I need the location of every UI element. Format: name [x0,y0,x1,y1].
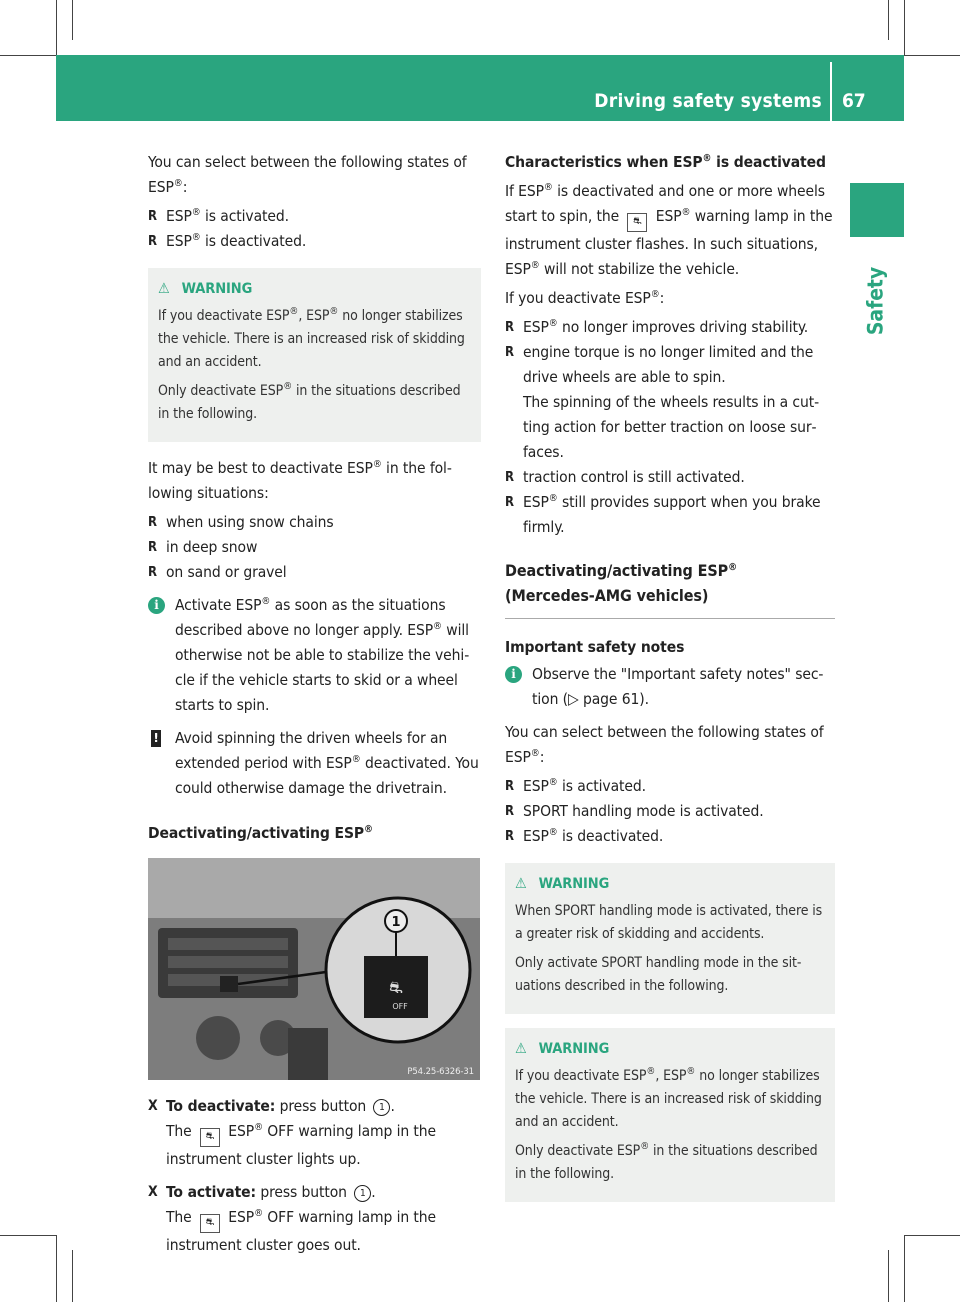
warning-text: If you deactivate ESP®, ESP® no longer stabilizes the vehicle. There is an increased risk of skidding and an accident. [515,1066,822,1130]
exclamation-icon: ! [151,730,161,747]
intro-text: You can select between the following states of ESP®: [148,153,467,196]
side-tab-block [850,183,904,237]
section-heading: Deactivating/activating ESP® (Mercedes-AMG vehicles) [505,558,835,619]
list-item: R ESP® is deactivated. [148,229,481,254]
chapter-title: Driving safety systems [594,90,822,112]
crop-mark [888,1250,889,1302]
info-note: i Observe the "Important safety notes" section (▷ page 61). [505,662,835,712]
list-item: R on sand or gravel [148,560,481,585]
warning-icon: ⚠ [158,281,170,297]
crop-mark [904,1235,960,1236]
info-icon: i [148,597,165,614]
left-column [148,150,481,1258]
crop-mark [72,0,73,40]
crop-mark [888,0,889,40]
crop-mark [0,1235,56,1236]
crop-mark [0,55,56,56]
info-icon: i [505,666,522,683]
page-number: 67 [842,90,866,112]
section-heading: Deactivating/activating ESP® [148,824,373,842]
crop-mark [72,1250,73,1302]
image-code: P54.25-6326-31 [407,1067,474,1077]
body-text: If you deactivate ESP®: [505,289,665,307]
callout-icon: 1 [354,1185,371,1202]
body-text: You can select between the following states of ESP®: [505,723,824,766]
step-deactivate: X To deactivate: press button 1 . The ⛐ ESP® OFF warning lamp in the instrument cluster lights up. [148,1094,481,1172]
warning-icon: ⚠ [515,876,527,892]
warning-box [505,1028,835,1202]
warning-title: ⚠ WARNING [158,278,472,301]
warning-text: If you deactivate ESP®, ESP® no longer stabilizes the vehicle. There is an increased risk of skidding and an accident. [158,306,465,370]
svg-text:⛐: ⛐ [389,978,403,997]
button-off-label: OFF [392,1002,408,1011]
esp-off-icon: ⛐ [200,1128,220,1147]
arrow-icon: ▷ [567,690,579,708]
crop-mark [56,0,57,55]
list-item: R ESP® is activated. [505,774,835,799]
body-text: If ESP® is deactivated and one or more wheels start to spin, the ⛐ ESP® warning lamp in the instrument cluster flashes. In such situations, ESP® will not stabilize the vehicle. [505,182,833,278]
header-divider [830,62,832,121]
section-heading: Characteristics when ESP® is deactivated [505,153,826,171]
subheading: Important safety notes [505,638,685,656]
info-note: i Activate ESP® as soon as the situations described above no longer apply. ESP® will otherwise not be able to stabilize the vehicle if the vehicle starts to skid or a wheel starts to spin. [148,593,481,718]
list-item: R ESP® is activated. [148,204,481,229]
callout-icon: 1 [373,1099,390,1116]
crop-mark [904,1235,905,1302]
crop-mark [904,55,960,56]
caution-note: ! Avoid spinning the driven wheels for an extended period with ESP® deactivated. You could otherwise damage the drivetrain. [148,726,481,801]
side-tab-label: Safety [863,266,888,336]
dashboard-illustration [148,858,480,1080]
callout-number: 1 [391,915,401,930]
dashboard-photo [148,858,480,1080]
crop-mark [904,0,905,55]
list-item: R ESP® is deactivated. [505,824,835,849]
warning-text: Only deactivate ESP® in the situations described in the following. [158,381,461,422]
warning-box [505,863,835,1014]
step-activate: X To activate: press button 1 . The ⛐ ESP® OFF warning lamp in the instrument cluster goes out. [148,1180,481,1258]
esp-off-icon: ⛐ [200,1214,220,1233]
esp-warning-icon: ⛐ [627,213,647,232]
warning-text: Only activate SPORT handling mode in the situations described in the following. [515,955,802,994]
body-text: It may be best to deactivate ESP® in the following situations: [148,459,452,502]
warning-title: ⚠ WARNING [515,1038,826,1061]
list-item: R when using snow chains [148,510,481,535]
list-item: R ESP® no longer improves driving stability. [505,315,835,340]
right-column [505,150,835,1216]
list-item: R engine torque is no longer limited and the drive wheels are able to spin. The spinning of the wheels results in a cutting action for better traction on loose surfaces. [505,340,835,465]
warning-box [148,268,481,442]
list-item: R traction control is still activated. [505,465,835,490]
side-tab [848,246,904,356]
warning-icon: ⚠ [515,1041,527,1057]
list-item: R SPORT handling mode is activated. [505,799,835,824]
warning-text: Only deactivate ESP® in the situations described in the following. [515,1141,818,1182]
warning-text: When SPORT handling mode is activated, there is a greater risk of skidding and accidents. [515,903,823,942]
crop-mark [56,1235,57,1302]
list-item: R ESP® still provides support when you brake firmly. [505,490,835,540]
list-item: R in deep snow [148,535,481,560]
warning-title: ⚠ WARNING [515,873,826,896]
